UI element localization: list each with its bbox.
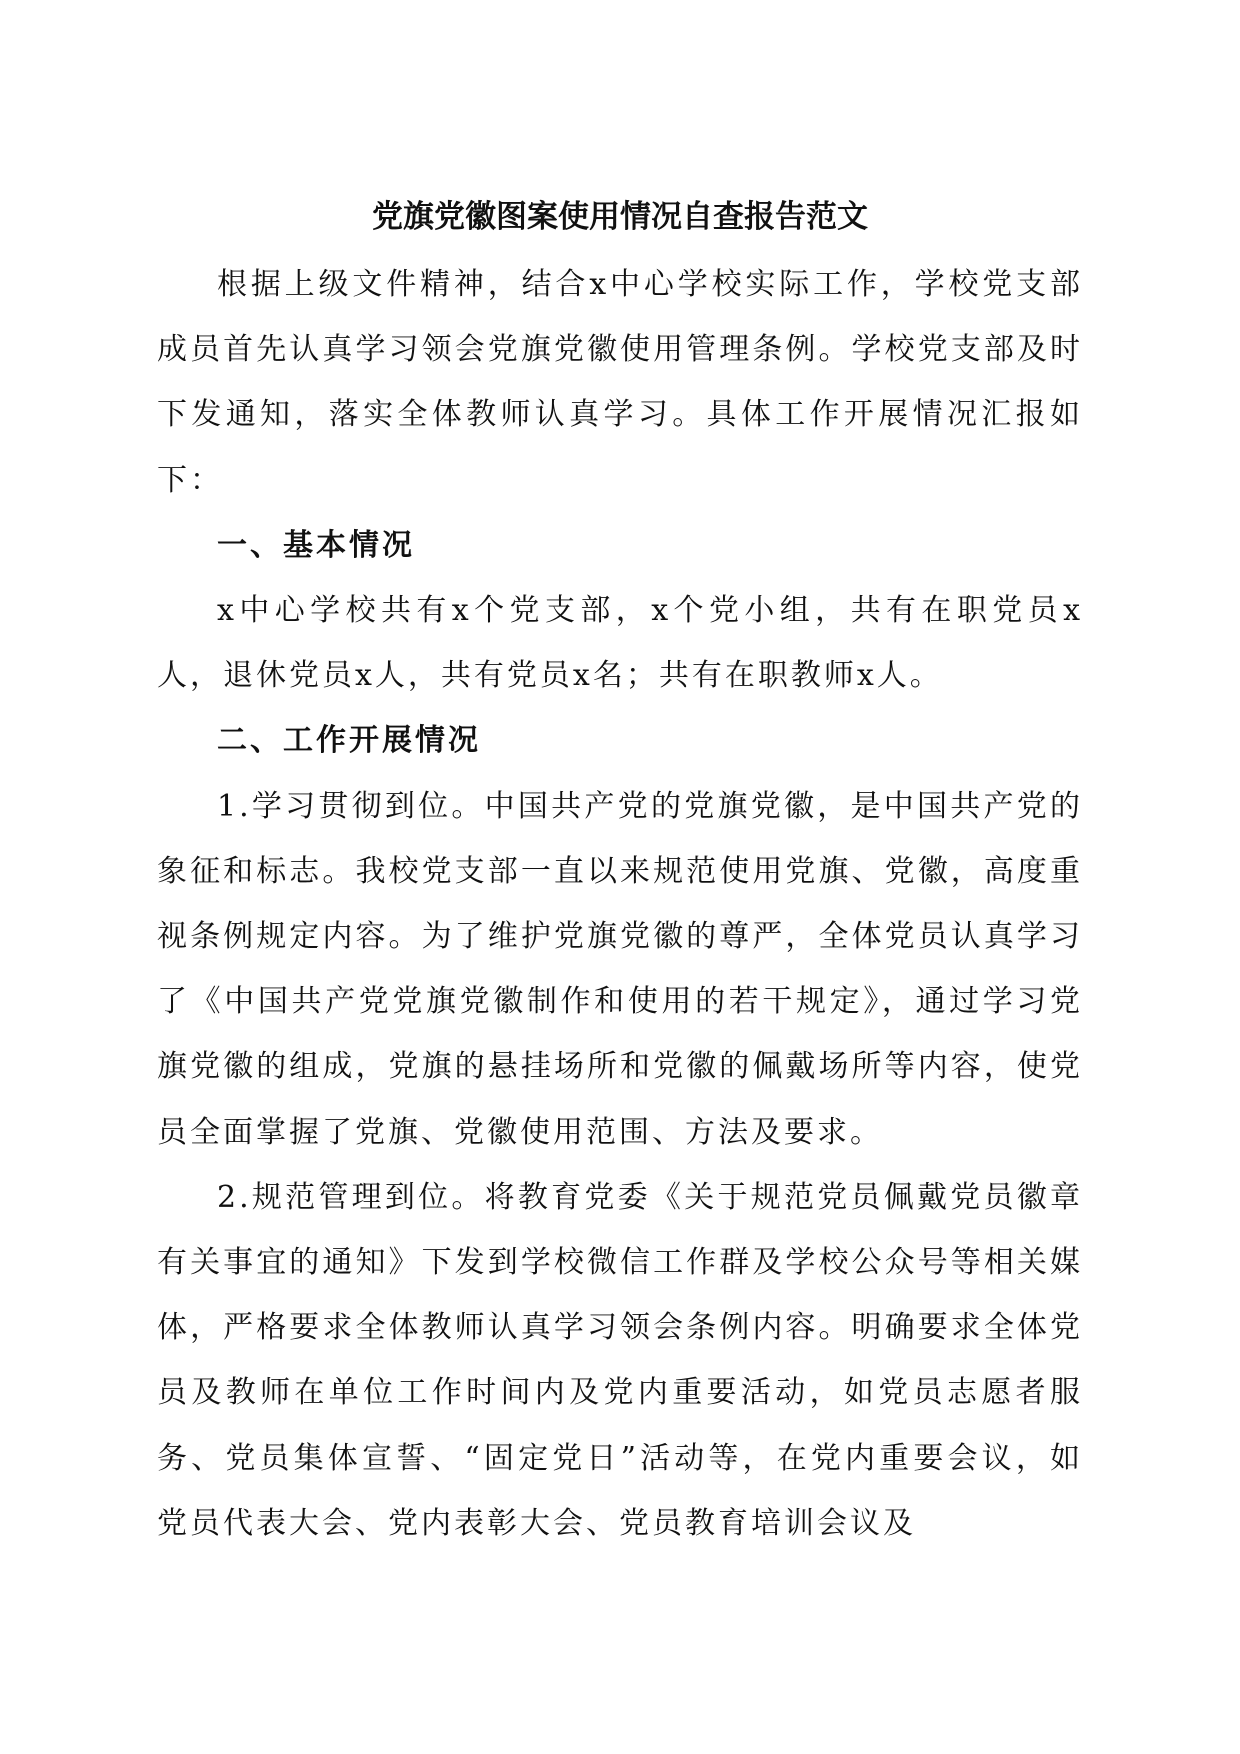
work-item-2-paragraph: 2.规范管理到位。将教育党委《关于规范党员佩戴党员徽章有关事宜的通知》下发到学校微信工作群及学校公众号等相关媒体，严格要求全体教师认真学习领会条例内容。明确要求全体党员及教师在单位工作时间内及党内重要活动，如党员志愿者服务、党员集体宣誓、“固定党日”活动等，在党内重要会议，如党员代表大会、党内表彰大会、党员教育培训会议及 [157,1179,1083,1541]
document-body [157,188,1083,1556]
document-title: 党旗党徽图案使用情况自查报告范文 [372,199,868,235]
intro-paragraph: 根据上级文件精神，结合x中心学校实际工作，学校党支部成员首先认真学习领会党旗党徽使用管理条例。学校党支部及时下发通知，落实全体教师认真学习。具体工作开展情况汇报如下： [157,267,1083,498]
section-basic-paragraph: x中心学校共有x个党支部，x个党小组，共有在职党员x人，退休党员x人，共有党员x名；共有在职教师x人。 [157,593,1083,694]
work-item-1-paragraph: 1.学习贯彻到位。中国共产党的党旗党徽，是中国共产党的象征和标志。我校党支部一直以来规范使用党旗、党徽，高度重视条例规定内容。为了维护党旗党徽的尊严，全体党员认真学习了《中国共产党党旗党徽制作和使用的若干规定》，通过学习党旗党徽的组成，党旗的悬挂场所和党徽的佩戴场所等内容，使党员全面掌握了党旗、党徽使用范围、方法及要求。 [157,788,1083,1150]
section-heading-basic: 一、基本情况 [217,527,415,563]
section-heading-work: 二、工作开展情况 [217,723,481,759]
